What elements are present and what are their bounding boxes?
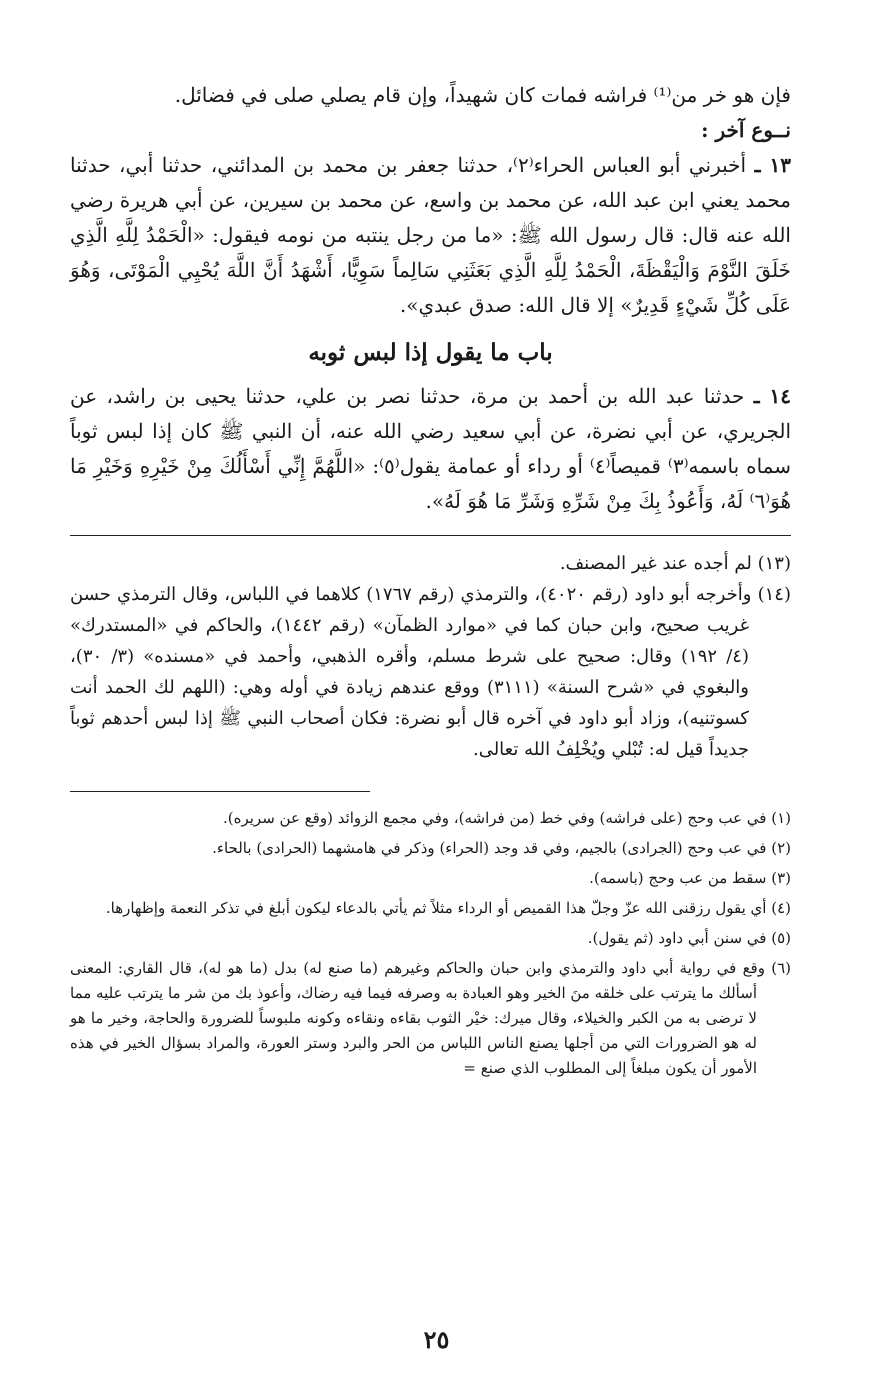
main-text	[70, 78, 791, 519]
footnote-item: (٤) أي يقول رزقنى الله عزّ وجلّ هذا القميص أو الرداء مثلاً ثم يأتي بالدعاء ليكون أبلغ في تذكر النعمة وإظهارها.	[105, 899, 791, 917]
footnote-item: (٣) سقط من عب وحج (باسمه).	[589, 869, 791, 887]
book-page	[70, 78, 791, 1081]
takhrij-notes	[70, 548, 791, 765]
section-subheading: نــوع آخر :	[701, 118, 791, 142]
footnote-item: (٥) في سنن أبي داود (ثم يقول).	[587, 929, 791, 947]
hadith-number: ١٣ ـ	[754, 153, 791, 177]
note-item: (١٤) وأخرجه أبو داود (رقم ٤٠٢٠)، والترمذي (رقم ١٧٦٧) كلاهما في اللباس، وقال الترمذي حسن غريب صحيح، وابن حبان كما في «موارد الظمآن» (رقم ١٤٤٢)، والحاكم في «المستدرك» (٤/ ١٩٢) وقال: صحيح على شرط مسلم، وأقره الذهبي، وأحمد في «مسنده» (٣/ ٣٠)، والبغوي في «شرح السنة» (٣١١١) ووقع عندهم زيادة في أوله وهي: (اللهم لك الحمد أنت كسوتنيه)، وزاد أبو داود في آخره قال أبو نضرة: فكان أصحاب النبي ﷺ إذا لبس أحدهم ثوباً جديداً قيل له: تُبْلي ويُخْلِفُ الله تعالى.	[70, 584, 791, 760]
hadith-14	[70, 379, 791, 519]
hadith-text: أخبرني أبو العباس الحراء⁽٢⁾، حدثنا جعفر بن محمد بن المدائني، حدثنا أبي، حدثنا محمد يعني ابن عبد الله، عن محمد بن واسع، عن محمد بن سيرين، عن أبي هريرة رضي الله عنه قال: قال رسول الله ﷺ: «ما من رجل ينتبه من نومه فيقول: «الْحَمْدُ لِلَّهِ الَّذِي خَلَقَ النَّوْمَ وَالْيَقْظَةَ، الْحَمْدُ لِلَّهِ الَّذِي بَعَثَنِي سَالِماً سَوِيًّا، أَشْهَدُ أَنَّ اللَّهَ يُحْيِي الْمَوْتَى، وَهُوَ عَلَى كُلِّ شَيْءٍ قَدِيرٌ» إلا قال الله: صدق عبدي».	[70, 153, 791, 317]
footnotes	[70, 806, 791, 1081]
footnote-item: (١) في عب وحج (على فراشه) وفي خط (من فراشه)، وفي مجمع الزوائد (وقع عن سريره).	[223, 809, 791, 827]
hadith-number: ١٤ ـ	[753, 384, 792, 408]
chapter-title: باب ما يقول إذا لبس ثوبه	[308, 339, 553, 366]
footnote-separator	[70, 791, 370, 792]
note-item: (١٣) لم أجده عند غير المصنف.	[559, 553, 791, 574]
footnote-item: (٦) وقع في رواية أبي داود والترمذي وابن حبان والحاكم وغيرهم (ما صنع له) بدل (ما هو له)، قال القاري: المعنى أسألك ما يترتب على خلقه منَ الخير وهو العبادة به وصرفه فيما فيه رضاك، وأعوذ بك من شر ما يترتب عليه مما لا ترضى به من الكبر والخيلاء، وقال ميرك: خيْر الثوب بقاءه ونقاءه وكونه ملبوساً للضرورة والحاجة، وخير ما هو له هو الضرورات التي من أجلها يصنع الناس اللباس من الحر والبرد وستر العورة، والمراد بسؤال الخير في هذه الأمور أن يكون مبلغاً إلى المطلوب الذي صنع =	[70, 959, 791, 1077]
hadith-text: حدثنا عبد الله بن أحمد بن مرة، حدثنا نصر بن علي، حدثنا يحيى بن راشد، عن الجريري، عن أبي نضرة، عن أبي سعيد رضي الله عنه، أن النبي ﷺ كان إذا لبس ثوباً سماه باسمه⁽٣⁾ قميصاً⁽٤⁾ أو رداء أو عمامة يقول⁽٥⁾: «اللَّهُمَّ إِنِّي أَسْأَلُكَ مِنْ خَيْرِهِ وَخَيْرِ مَا هُوَ⁽٦⁾ لَهُ، وَأَعُوذُ بِكَ مِنْ شَرِّهِ وَشَرِّ مَا هُوَ لَهُ».	[70, 384, 792, 513]
paragraph-continuation: فإن هو خر من⁽¹⁾ فراشه فمات كان شهيداً، وإن قام يصلي صلى في فضائل.	[174, 83, 791, 107]
separator-line	[70, 535, 791, 536]
page-number: ٢٥	[423, 1325, 450, 1354]
footnote-item: (٢) في عب وحج (الجرادى) بالجيم، وفي قد وجد (الحراء) وذكر في هامشهما (الحرادى) بالحاء.	[212, 839, 791, 857]
hadith-13	[70, 148, 791, 323]
